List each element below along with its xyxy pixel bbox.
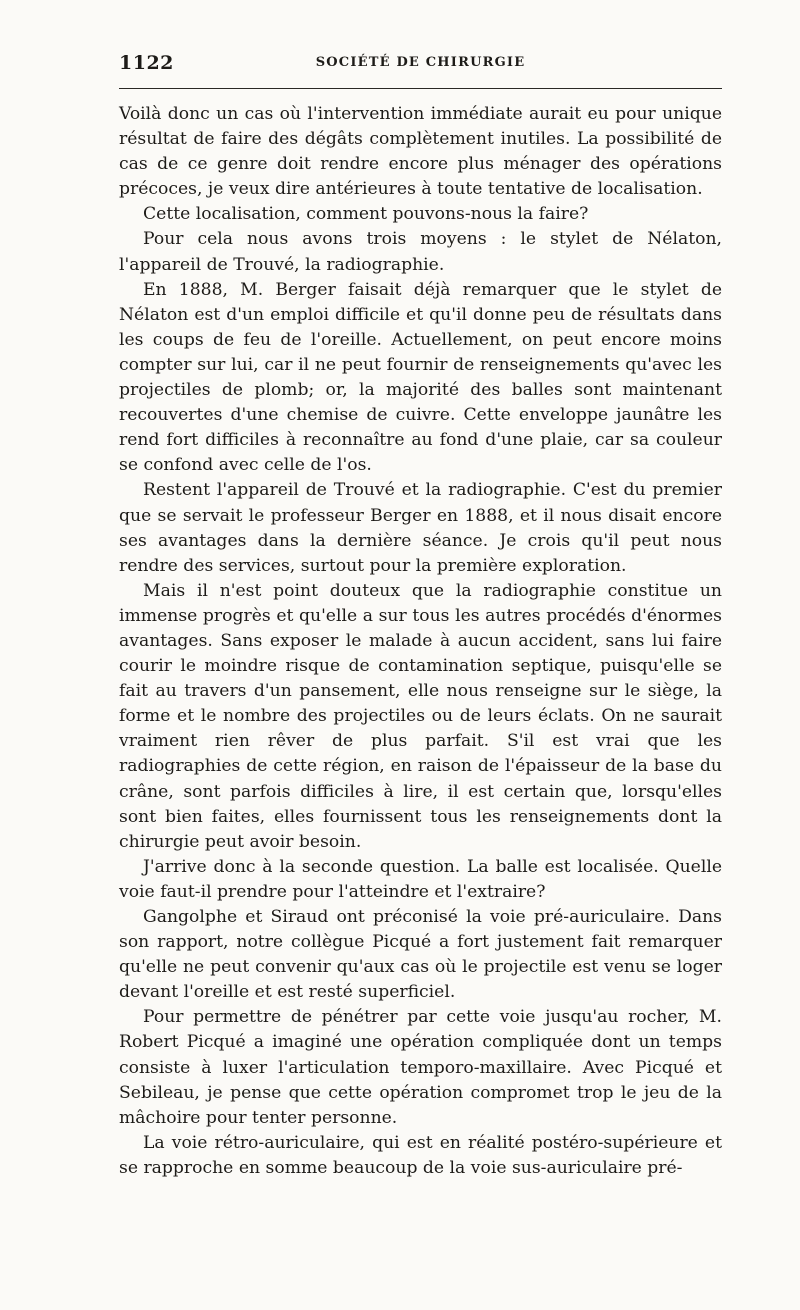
paragraph-2: Cette localisation, comment pouvons-nous la faire?: [143, 204, 589, 225]
paragraph-5: Restent l'appareil de Trouvé et la radiographie. C'est du premier que se servait le professeur Berger en 1888, et il nous disait encore ses avantages dans la dernière séance. Je crois qu'il peut nous rendre des services, surtout pour la première exploration.: [119, 480, 722, 576]
paragraph-10: La voie rétro-auriculaire, qui est en réalité postéro-supérieure et se rapproche en somme beaucoup de la voie sus-auriculaire pré-: [119, 1132, 722, 1178]
running-title: SOCIÉTÉ DE CHIRURGIE: [315, 55, 526, 70]
paragraph-3: Pour cela nous avons trois moyens : le stylet de Nélaton, l'appareil de Trouvé, la radiographie.: [119, 229, 722, 275]
paragraph-7: J'arrive donc à la seconde question. La balle est localisée. Quelle voie faut-il prendre pour l'atteindre et l'extraire?: [119, 856, 722, 902]
running-header: [119, 52, 722, 74]
paragraph-9: Pour permettre de pénétrer par cette voie jusqu'au rocher, M. Robert Picqué a imaginé une opération compliquée dont un temps consiste à luxer l'articulation temporo-maxillaire. Avec Picqué et Sebileau, je pense que cette opération compromet trop le jeu de la mâchoire pour tenter personne.: [119, 1007, 722, 1128]
paragraph-8: Gangolphe et Siraud ont préconisé la voie pré-auriculaire. Dans son rapport, notre collègue Picqué a fort justement fait remarquer qu'elle ne peut convenir qu'aux cas où le projectile est venu se loger devant l'oreille et est resté superficiel.: [119, 907, 722, 1003]
paragraph-1: Voilà donc un cas où l'intervention immédiate aurait eu pour unique résultat de faire des dégâts complètement inutiles. La possibilité de cas de ce genre doit rendre encore plus ménager des opérations précoces, je veux dire antérieures à toute tentative de localisation.: [119, 104, 722, 200]
body-text: [119, 102, 722, 1181]
page-number: 1122: [119, 52, 174, 74]
paragraph-4: En 1888, M. Berger faisait déjà remarquer que le stylet de Nélaton est d'un emploi difficile et qu'il donne peu de résultats dans les coups de feu de l'oreille. Actuellement, on peut encore moins compter sur lui, car il ne peut fournir de renseignements qu'avec les projectiles de plomb; or, la majorité des balles sont maintenant recouvertes d'une chemise de cuivre. Cette enveloppe jaunâtre les rend fort difficiles à reconnaître au fond d'une plaie, car sa couleur se confond avec celle de l'os.: [119, 279, 722, 476]
paragraph-6: Mais il n'est point douteux que la radiographie constitue un immense progrès et qu'elle a sur tous les autres procédés d'énormes avantages. Sans exposer le malade à aucun accident, sans lui faire courir le moindre risque de contamination septique, puisqu'elle se fait au travers d'un pansement, elle nous renseigne sur le siège, la forme et le nombre des projectiles ou de leurs éclats. On ne saurait vraiment rien rêver de plus parfait. S'il est vrai que les radiographies de cette région, en raison de l'épaisseur de la base du crâne, sont parfois difficiles à lire, il est certain que, lorsqu'elles sont bien faites, elles fournissent tous les renseignements dont la chirurgie peut avoir besoin.: [119, 580, 722, 852]
header-rule: [119, 88, 722, 89]
